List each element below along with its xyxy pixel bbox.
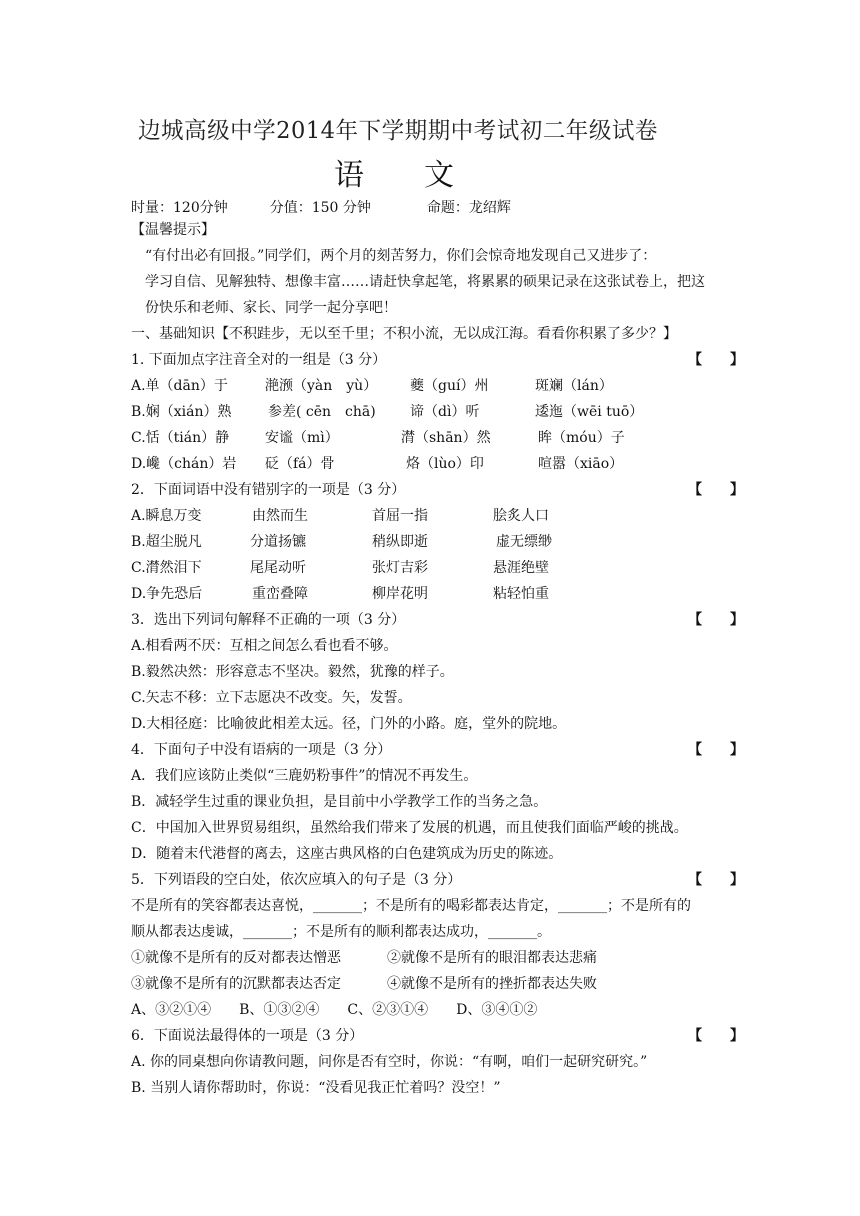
option-cell: 重峦叠障 <box>252 586 308 602</box>
option-cell: 安谧（mì） <box>265 430 339 446</box>
section-heading: 一、基础知识【不积跬步，无以至千里；不积小流，无以成江海。看看你积累了多少？】 <box>131 326 677 342</box>
subject-title: 语 文 <box>334 158 454 193</box>
answer-bracket[interactable]: 【 】 <box>688 742 744 758</box>
option-cell: D.争先恐后 <box>131 586 203 602</box>
option-line: B. 当别人请你帮助时，你说：“没看见我正忙着吗？没空！” <box>131 1080 501 1096</box>
option-cell: 眸（móu）子 <box>538 430 625 446</box>
option-cell: 逶迤（wēi tuō） <box>535 404 644 420</box>
option-cell: A.瞬息万变 <box>131 508 202 524</box>
answer-options: A、③②①④ B、①③②④ C、②③①④ D、③④①② <box>131 1002 538 1018</box>
option-cell: 砭（fá）骨 <box>265 456 335 472</box>
option-cell: B.超尘脱凡 <box>131 534 202 550</box>
question-stem: 3．选出下列词句解释不正确的一项（3 分） <box>131 612 406 628</box>
option-cell: 滟滪（yàn yù） <box>265 378 378 394</box>
tips-line: 份快乐和老师、家长、同学一起分享吧！ <box>145 300 397 316</box>
option-line: A．我们应该防止类似“三鹿奶粉事件”的情况不再发生。 <box>131 768 478 784</box>
option-cell: 喧嚣（xiāo） <box>538 456 624 472</box>
answer-bracket[interactable]: 【 】 <box>688 612 744 628</box>
option-line: A.相看两不厌：互相之间怎么看也看不够。 <box>131 638 398 654</box>
passage-line: 不是所有的笑容都表达喜悦，_______；不是所有的喝彩都表达肯定，_______；不是所有的 <box>131 898 691 914</box>
option-cell: 尾尾动听 <box>250 560 306 576</box>
option-cell: 脍炙人口 <box>493 508 549 524</box>
option-cell: 烙（lùo）印 <box>406 456 484 472</box>
option-cell: 首屈一指 <box>372 508 428 524</box>
question-stem: 1. 下面加点字注音全对的一组是（3 分） <box>131 352 387 368</box>
option-line: B.毅然决然：形容意志不坚决。毅然，犹豫的样子。 <box>131 664 454 680</box>
option-cell: 张灯吉彩 <box>372 560 428 576</box>
answer-bracket[interactable]: 【 】 <box>688 1028 744 1044</box>
choice-item: ②就像不是所有的眼泪都表达悲痛 <box>387 950 597 966</box>
option-line: C.矢志不移：立下志愿决不改变。矢，发誓。 <box>131 690 412 706</box>
option-line: D.大相径庭：比喻彼此相差太远。径，门外的小路。庭，堂外的院地。 <box>131 716 567 732</box>
option-cell: 分道扬镳 <box>250 534 306 550</box>
exam-info: 时量：120分钟 分值：150 分钟 命题：龙绍辉 <box>131 200 511 216</box>
option-line: D．随着末代港督的离去，这座古典风格的白色建筑成为历史的陈迹。 <box>131 846 563 862</box>
answer-bracket[interactable]: 【 】 <box>688 352 744 368</box>
option-cell: 由然而生 <box>252 508 308 524</box>
tips-heading: 【温馨提示】 <box>131 222 215 238</box>
option-cell: C.恬（tián）静 <box>131 430 230 446</box>
choice-item: ①就像不是所有的反对都表达憎恶 <box>131 950 341 966</box>
option-line: B．减轻学生过重的课业负担，是目前中小学教学工作的当务之急。 <box>131 794 548 810</box>
option-cell: 夔（guí）州 <box>410 378 489 394</box>
option-cell: 潸（shān）然 <box>401 430 491 446</box>
question-stem: 4．下面句子中没有语病的一项是（3 分） <box>131 742 392 758</box>
option-line: A. 你的同桌想向你请教问题，问你是否有空时，你说：“有啊，咱们一起研究研究。” <box>131 1054 648 1070</box>
answer-bracket[interactable]: 【 】 <box>688 872 744 888</box>
option-line: C．中国加入世界贸易组织，虽然给我们带来了发展的机遇，而且使我们面临严峻的挑战。 <box>131 820 688 836</box>
option-cell: 稍纵即逝 <box>372 534 428 550</box>
option-cell: B.娴（xián）熟 <box>131 404 232 420</box>
question-stem: 5．下列语段的空白处，依次应填入的句子是（3 分） <box>131 872 462 888</box>
tips-line: “有付出必有回报。”同学们，两个月的刻苦努力，你们会惊奇地发现自己又进步了： <box>145 248 657 264</box>
question-stem: 2．下面词语中没有错别字的一项是（3 分） <box>131 482 406 498</box>
option-cell: 悬涯绝壁 <box>493 560 549 576</box>
option-cell: 柳岸花明 <box>372 586 428 602</box>
option-cell: 斑斓（lán） <box>535 378 613 394</box>
option-cell: 参差( cēn chā) <box>268 404 376 420</box>
tips-line: 学习自信、见解独特、想像丰富……请赶快拿起笔，将累累的硕果记录在这张试卷上，把这 <box>145 274 705 290</box>
exam-title: 边城高级中学2014年下学期期中考试初二年级试卷 <box>138 118 658 144</box>
option-cell: D.巉（chán）岩 <box>131 456 237 472</box>
answer-bracket[interactable]: 【 】 <box>688 482 744 498</box>
option-cell: A.单（dān）于 <box>131 378 228 394</box>
choice-item: ③就像不是所有的沉默都表达否定 <box>131 976 341 992</box>
option-cell: 谛（dì）听 <box>410 404 480 420</box>
option-cell: 粘轻怕重 <box>493 586 549 602</box>
option-cell: C.潸然泪下 <box>131 560 202 576</box>
choice-item: ④就像不是所有的挫折都表达失败 <box>387 976 597 992</box>
passage-line: 顺从都表达虔诚，_______；不是所有的顺利都表达成功，_______。 <box>131 924 551 940</box>
option-cell: 虚无缥缈 <box>496 534 552 550</box>
question-stem: 6．下面说法最得体的一项是（3 分） <box>131 1028 364 1044</box>
